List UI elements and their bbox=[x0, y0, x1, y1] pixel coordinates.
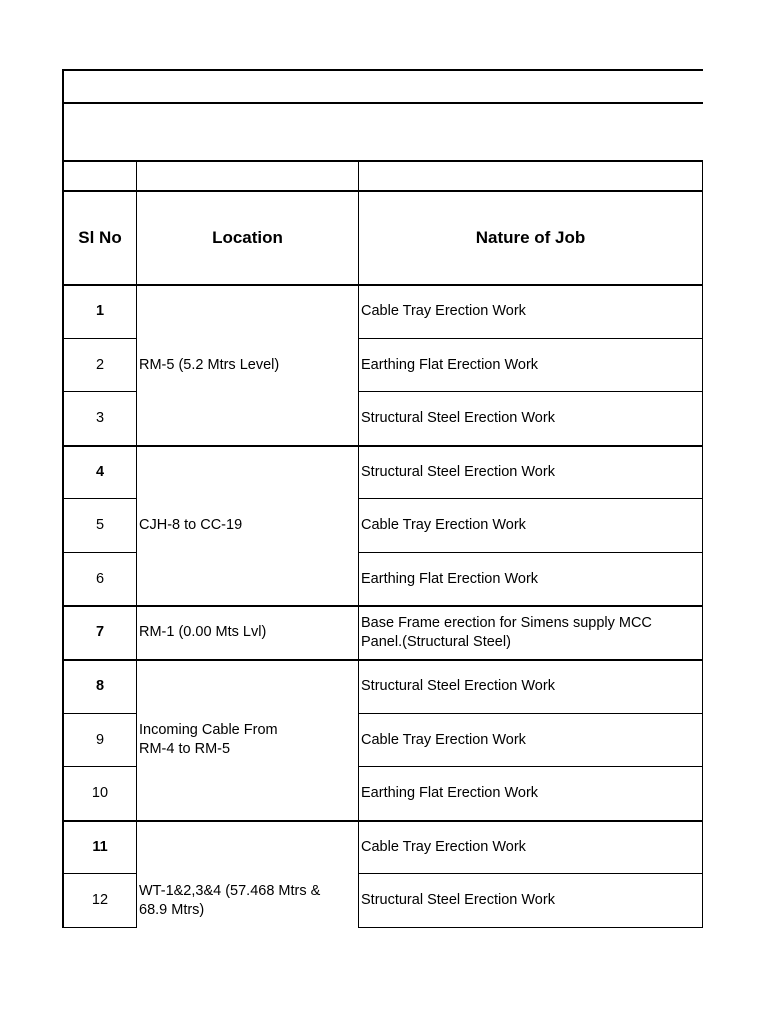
nature-of-job-cell: Cable Tray Erection Work bbox=[361, 838, 526, 855]
nature-of-job-cell: Cable Tray Erection Work bbox=[361, 517, 526, 534]
header-location: Location bbox=[212, 227, 283, 247]
nature-of-job-cell: Earthing Flat Erection Work bbox=[361, 785, 539, 802]
location-cell: CJH-8 to CC-19 bbox=[139, 517, 243, 534]
sl-no-cell: 9 bbox=[95, 731, 105, 748]
sl-no-cell: 12 bbox=[91, 892, 109, 909]
sl-no-cell: 4 bbox=[95, 463, 105, 480]
nature-of-job-cell: Structural Steel Erection Work bbox=[361, 892, 555, 909]
nature-of-job-cell: Earthing Flat Erection Work bbox=[361, 356, 539, 373]
border-top bbox=[62, 69, 703, 71]
sl-no-cell: 3 bbox=[95, 410, 105, 427]
border-bottom bbox=[62, 927, 137, 928]
nature-of-job-cell: Structural Steel Erection Work bbox=[361, 678, 555, 695]
sl-no-cell: 1 bbox=[95, 303, 105, 320]
nature-of-job-cell: Structural Steel Erection Work bbox=[361, 410, 555, 427]
nature-of-job-cell: Earthing Flat Erection Work bbox=[361, 570, 539, 587]
header-sl-no: Sl No bbox=[78, 227, 122, 247]
sl-no-cell: 6 bbox=[95, 570, 105, 587]
sl-no-cell: 8 bbox=[95, 678, 105, 695]
border-title-bottom bbox=[62, 102, 703, 104]
sl-no-cell: 2 bbox=[95, 356, 105, 373]
sl-no-cell: 10 bbox=[91, 785, 109, 802]
nature-of-job-cell: Cable Tray Erection Work bbox=[361, 731, 526, 748]
sl-no-cell: 11 bbox=[92, 838, 108, 855]
border-right bbox=[702, 160, 703, 928]
nature-of-job-cell: Structural Steel Erection Work bbox=[361, 463, 555, 480]
header-nature-of-job: Nature of Job bbox=[475, 227, 586, 247]
nature-of-job-cell: Cable Tray Erection Work bbox=[361, 303, 526, 320]
location-cell: RM-1 (0.00 Mts Lvl) bbox=[139, 624, 267, 641]
nature-of-job-cell: Base Frame erection for Simens supply MCC Panel.(Structural Steel) bbox=[361, 614, 652, 650]
location-cell: RM-5 (5.2 Mtrs Level) bbox=[139, 356, 280, 373]
border-bottom bbox=[358, 927, 703, 928]
border-subtitle-bottom bbox=[62, 160, 703, 162]
sl-no-cell: 5 bbox=[95, 517, 105, 534]
sl-no-cell: 7 bbox=[95, 624, 105, 641]
location-cell: WT-1&2,3&4 (57.468 Mtrs & 68.9 Mtrs) bbox=[139, 883, 321, 918]
location-cell: Incoming Cable From RM-4 to RM-5 bbox=[139, 722, 278, 757]
